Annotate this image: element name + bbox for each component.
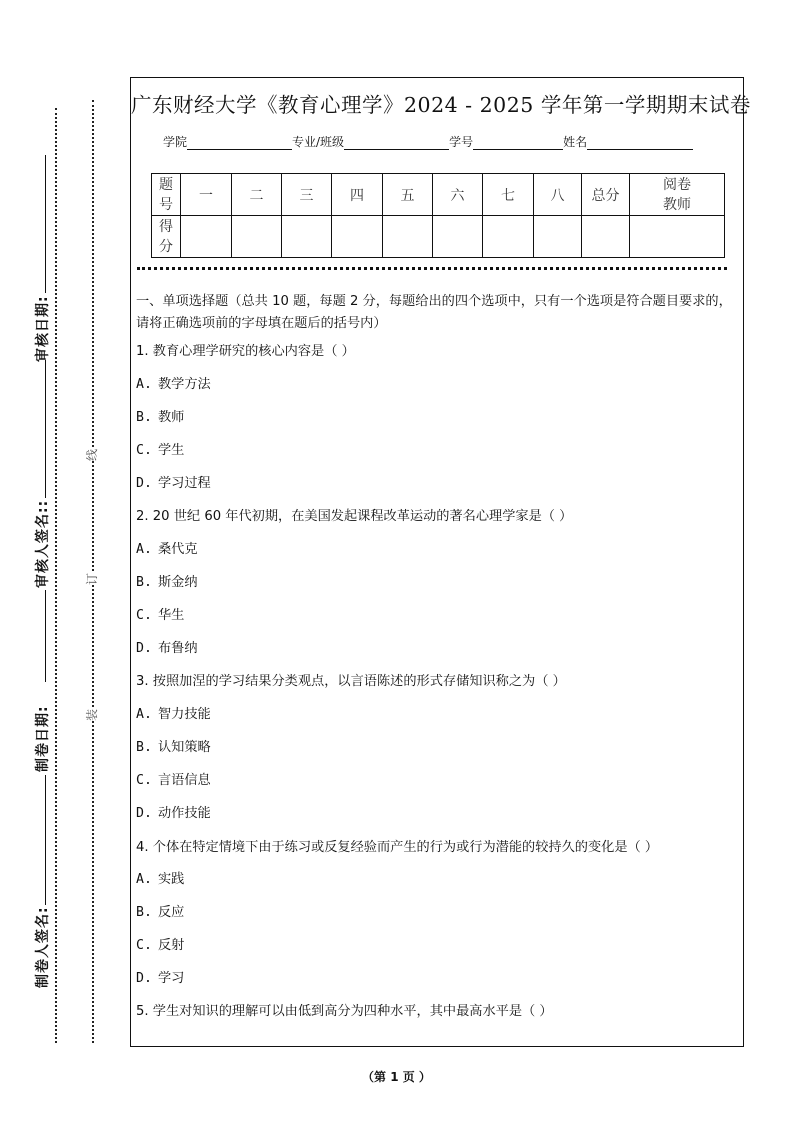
exam-title: 广东财经大学《教育心理学》2024 - 2025 学年第一学期期末试卷 [131, 93, 751, 117]
score-table [151, 173, 725, 258]
option[interactable]: C. 反射 [136, 938, 185, 953]
college-label: 学院 [163, 135, 188, 149]
col-header: 五 [383, 174, 433, 216]
option[interactable]: A. 桑代克 [136, 542, 198, 557]
score-cell[interactable] [383, 216, 433, 258]
option[interactable]: C. 学生 [136, 443, 185, 458]
cut-line-char-ding: 订 [85, 572, 100, 586]
name-label: 姓名 [563, 135, 588, 149]
score-cell[interactable] [282, 216, 332, 258]
option[interactable]: B. 反应 [136, 905, 185, 920]
score-cell[interactable] [181, 216, 232, 258]
score-cell[interactable] [483, 216, 534, 258]
dotted-separator [137, 267, 727, 270]
col-header: 六 [433, 174, 483, 216]
option[interactable]: C. 言语信息 [136, 773, 211, 788]
reviewer-signature-label: 审核人签名:: [35, 499, 51, 588]
cut-line-char-xian: 线 [85, 448, 100, 462]
page-number: （第 1 页 ） [362, 1070, 431, 1084]
option[interactable]: D. 动作技能 [136, 806, 211, 821]
col-header-total: 总分 [582, 174, 630, 216]
row-header-question-number: 题号 [152, 174, 181, 216]
cut-line-char-zhuang: 装 [85, 708, 100, 722]
option[interactable]: A. 教学方法 [136, 377, 211, 392]
col-header: 八 [534, 174, 582, 216]
major-class-label: 专业/班级 [292, 135, 345, 149]
score-cell-total[interactable] [582, 216, 630, 258]
college-field[interactable] [187, 135, 292, 150]
col-header: 三 [282, 174, 332, 216]
option[interactable]: B. 教师 [136, 410, 185, 425]
score-table-score-row [152, 216, 725, 258]
reviewer-signature-underline-tail [45, 590, 46, 678]
major-class-field[interactable] [344, 135, 449, 150]
outer-dotted-line [55, 108, 57, 1043]
question-stem: 5. 学生对知识的理解可以由低到高分为四种水平，其中最高水平是（ ） [136, 1004, 553, 1019]
review-date-underline [45, 155, 46, 293]
score-table-header-row [152, 174, 725, 216]
col-header: 七 [483, 174, 534, 216]
review-date-label: 审核日期: [35, 295, 51, 362]
score-cell-grader[interactable] [630, 216, 725, 258]
col-header: 一 [181, 174, 232, 216]
score-cell[interactable] [332, 216, 383, 258]
option[interactable]: A. 智力技能 [136, 707, 211, 722]
paper-maker-signature-label: 制卷人签名: [35, 906, 51, 988]
score-cell[interactable] [433, 216, 483, 258]
exam-frame [130, 77, 751, 1047]
option[interactable]: A. 实践 [136, 872, 185, 887]
name-field[interactable] [587, 135, 693, 150]
student-id-field[interactable] [473, 135, 563, 150]
col-header: 四 [332, 174, 383, 216]
paper-date-underline-tail [45, 775, 46, 905]
col-header: 二 [232, 174, 282, 216]
option[interactable]: D. 布鲁纳 [136, 641, 198, 656]
score-cell[interactable] [534, 216, 582, 258]
question-stem: 1. 教育心理学研究的核心内容是（ ） [136, 344, 355, 359]
section-heading: 一、单项选择题（总共 10 题，每题 2 分，每题给出的四个选项中，只有一个选项是符合题目要求的，请将正确选项前的字母填在题后的括号内） [136, 294, 732, 331]
option[interactable]: B. 斯金纳 [136, 575, 198, 590]
cut-dotted-line [92, 100, 94, 1043]
col-header-grader: 阅卷教师 [630, 174, 725, 216]
option[interactable]: B. 认知策略 [136, 740, 211, 755]
score-cell[interactable] [232, 216, 282, 258]
option[interactable]: C. 华生 [136, 608, 185, 623]
option[interactable]: D. 学习 [136, 971, 185, 986]
paper-date-underline [45, 670, 46, 682]
row-header-score: 得分 [152, 216, 181, 258]
student-id-label: 学号 [449, 135, 474, 149]
question-stem: 2. 20 世纪 60 年代初期，在美国发起课程改革运动的著名心理学家是（ ） [136, 509, 573, 524]
question-stem: 3. 按照加涅的学习结果分类观点，以言语陈述的形式存储知识称之为（ ） [136, 674, 566, 689]
paper-date-label: 制卷日期: [35, 705, 51, 772]
section-single-choice [136, 291, 736, 1035]
option[interactable]: D. 学习过程 [136, 476, 211, 491]
student-info-row [163, 133, 693, 150]
reviewer-signature-underline [45, 380, 46, 498]
question-stem: 4. 个体在特定情境下由于练习或反复经验而产生的行为或行为潜能的较持久的变化是（ ） [136, 840, 659, 855]
